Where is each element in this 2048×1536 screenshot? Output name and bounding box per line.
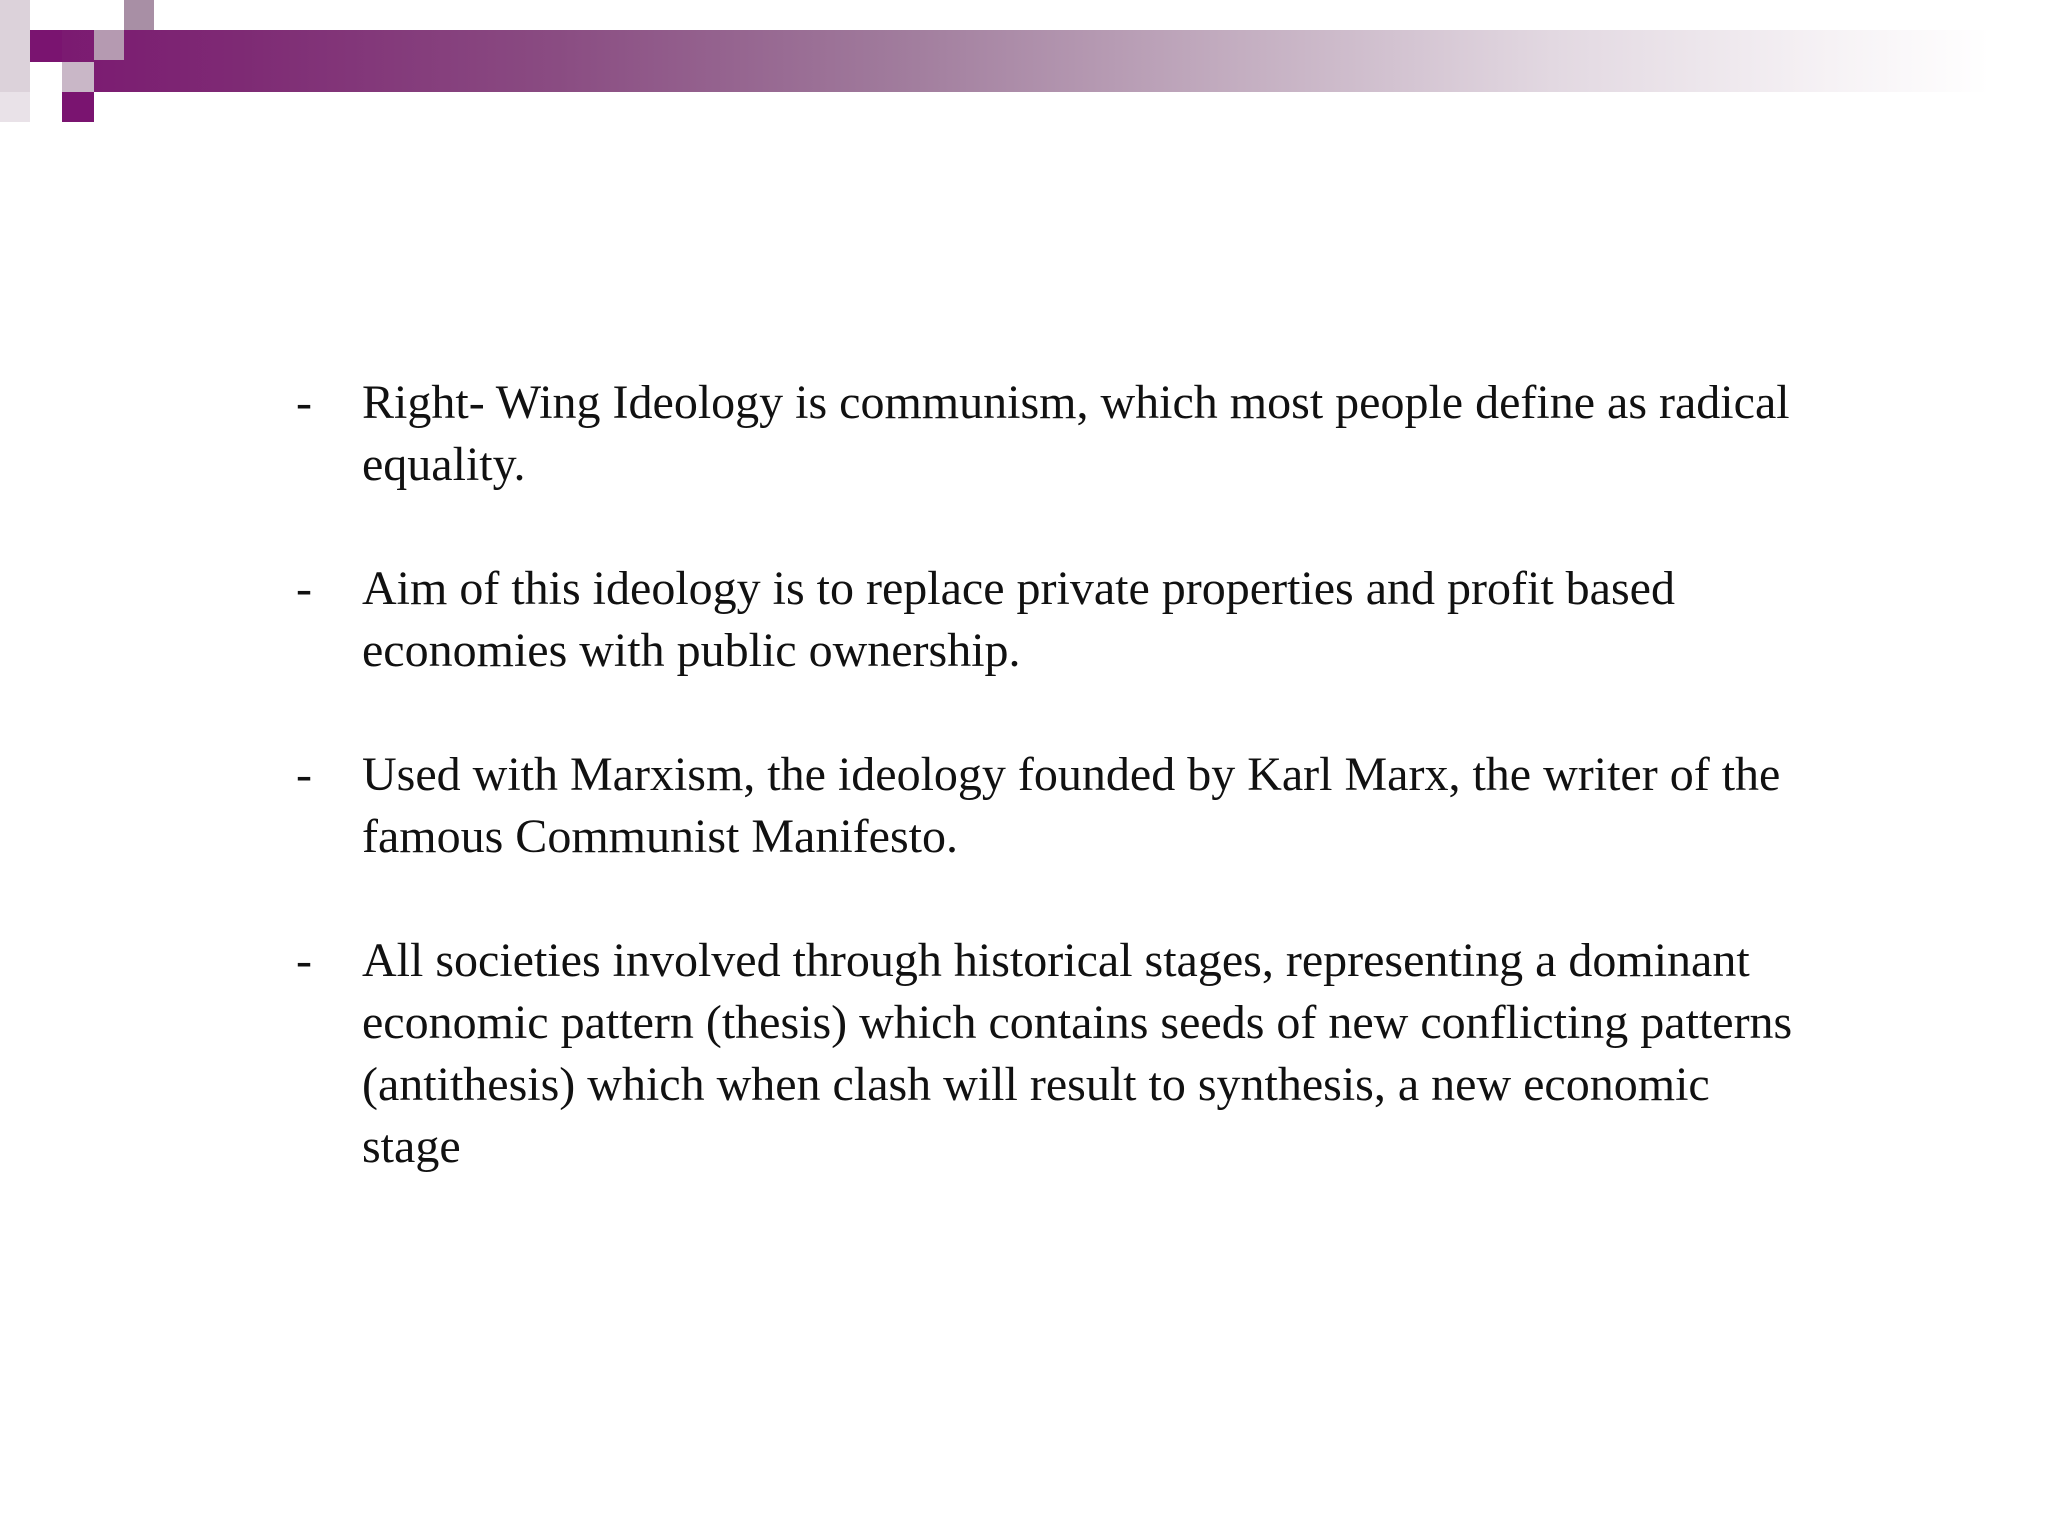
decor-square	[94, 30, 124, 60]
list-item	[296, 372, 1816, 496]
decor-square	[30, 30, 62, 62]
decor-square	[124, 0, 154, 30]
decor-square	[0, 92, 30, 122]
decor-square	[62, 62, 94, 92]
decor-square	[30, 62, 62, 92]
bullet-text: Aim of this ideology is to replace private properties and profit based economies with public ownership.	[362, 562, 1675, 677]
decor-square	[62, 92, 94, 122]
bullet-marker: -	[296, 562, 312, 615]
bullet-marker: -	[296, 934, 312, 987]
list-item	[296, 930, 1816, 1178]
bullet-text: All societies involved through historical stages, representing a dominant economic pattern (thesis) which contains seeds of new conflicting patterns (antithesis) which when clash will result to synthesis, a new economic stage	[362, 934, 1793, 1173]
header-gradient-bar	[0, 30, 1990, 92]
bullet-marker: -	[296, 376, 312, 429]
bullet-text: Used with Marxism, the ideology founded by Karl Marx, the writer of the famous Communist Manifesto.	[362, 748, 1781, 863]
bullet-marker: -	[296, 748, 312, 801]
bullet-list	[296, 372, 1816, 1240]
bullet-text: Right- Wing Ideology is communism, which most people define as radical equality.	[362, 376, 1790, 491]
list-item	[296, 558, 1816, 682]
list-item	[296, 744, 1816, 868]
